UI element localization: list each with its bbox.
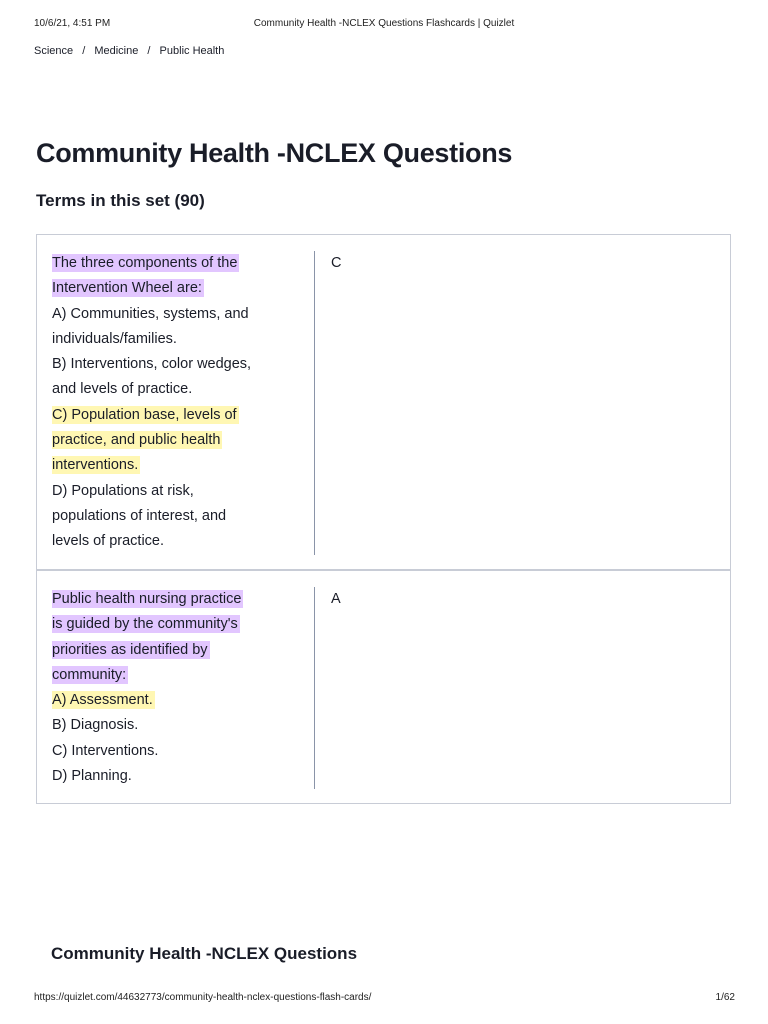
term-card [37, 569, 730, 803]
set-title: Community Health -NCLEX Questions [36, 138, 513, 168]
print-url[interactable]: https://quizlet.com/44632773/community-health-nclex-questions-flash-cards/ [34, 992, 372, 1003]
definition-text: A [331, 591, 341, 607]
breadcrumb-item-medicine[interactable]: Medicine [94, 45, 139, 57]
term-line: populations of interest, and [52, 507, 227, 524]
term-line: B) Diagnosis. [52, 717, 139, 734]
term-line: A) Communities, systems, and [52, 305, 249, 322]
breadcrumb [34, 45, 224, 57]
term-line: D) Populations at risk, [52, 482, 194, 499]
term-line: D) Planning. [52, 768, 132, 785]
print-header [0, 18, 768, 32]
page-number: 1/62 [715, 992, 735, 1003]
term-text [52, 251, 315, 555]
breadcrumb-item-public-health[interactable]: Public Health [159, 45, 225, 57]
term-line: community: [52, 666, 127, 683]
terms-list [36, 234, 731, 804]
print-page-title: Community Health -NCLEX Questions Flashcards | Quizlet [253, 18, 515, 29]
term-line: interventions. [52, 457, 139, 474]
term-line: A) Assessment. [52, 692, 153, 709]
term-line: C) Interventions. [52, 742, 159, 759]
term-line: individuals/families. [52, 330, 177, 347]
term-line: and levels of practice. [52, 381, 193, 398]
term-line: practice, and public health [52, 432, 221, 449]
term-line: B) Interventions, color wedges, [52, 356, 252, 373]
term-line: priorities as identified by [52, 641, 208, 658]
term-card [37, 235, 730, 569]
term-line: C) Population base, levels of [52, 406, 237, 423]
term-line: Intervention Wheel are: [52, 280, 202, 297]
term-line: levels of practice. [52, 533, 165, 550]
term-line: The three components of the [52, 255, 238, 271]
print-date: 10/6/21, 4:51 PM [34, 18, 111, 29]
breadcrumb-separator: / [82, 45, 86, 57]
breadcrumb-separator: / [147, 45, 151, 57]
term-line: is guided by the community's [52, 616, 238, 633]
set-title-footer: Community Health -NCLEX Questions [51, 944, 358, 963]
terms-heading: Terms in this set (90) [36, 191, 205, 210]
definition-text: C [331, 255, 342, 271]
term-text [52, 587, 315, 789]
breadcrumb-item-science[interactable]: Science [34, 45, 74, 57]
term-line: Public health nursing practice [52, 591, 242, 607]
